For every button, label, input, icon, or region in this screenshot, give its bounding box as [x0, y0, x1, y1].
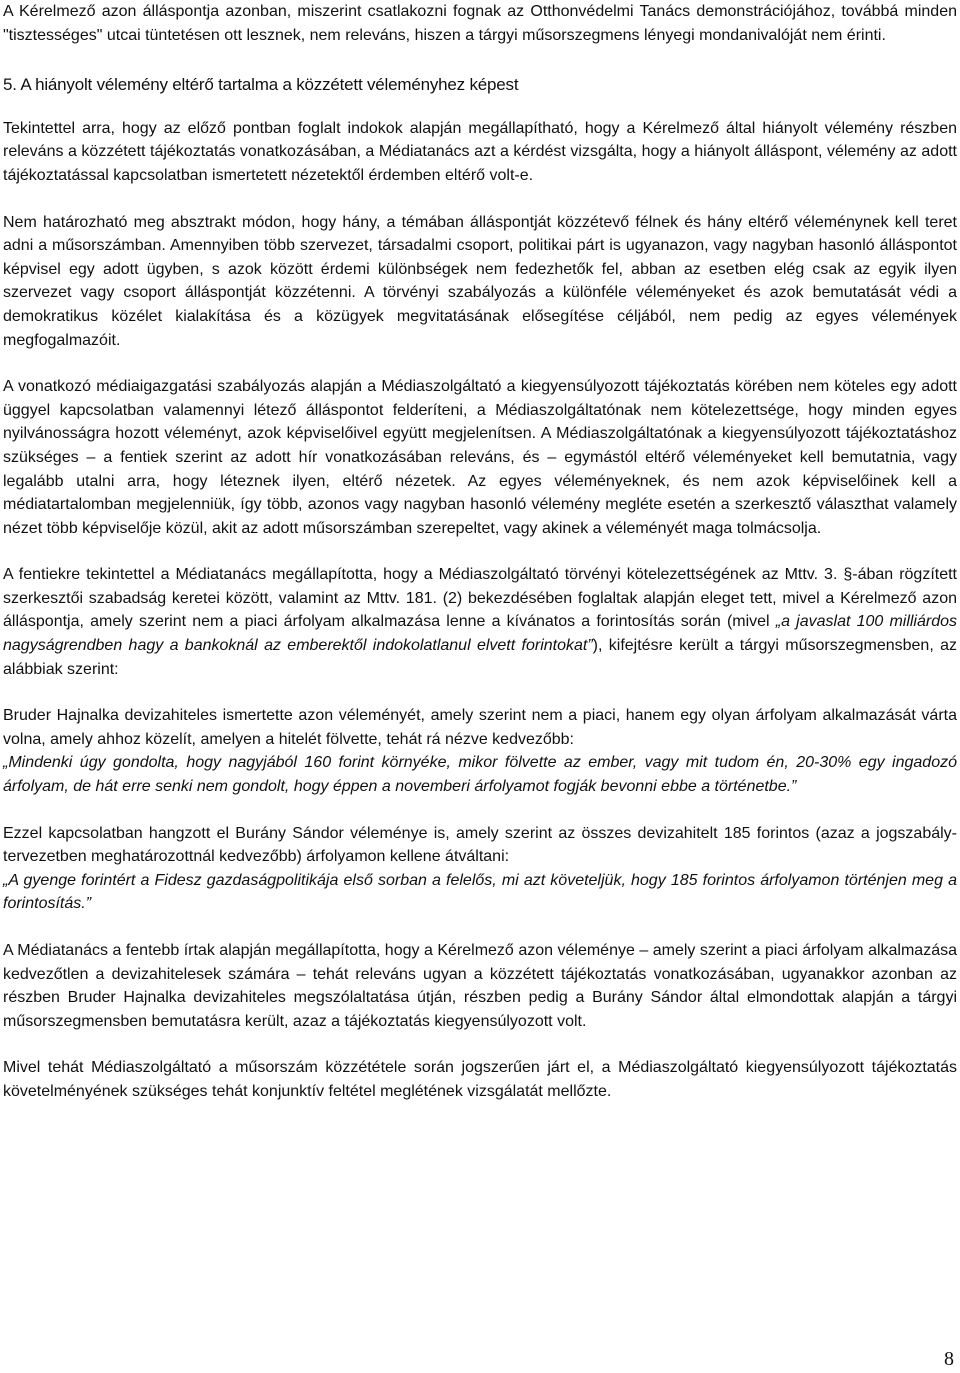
spacer — [3, 916, 957, 939]
page-number: 8 — [944, 1348, 954, 1370]
paragraph-4-text-a: A fentiekre tekintettel a Médiatanács megállapította, hogy a Médiaszolgáltató törvényi kötelezettségének az Mttv. 3. §-ában rögzített szerkesztői szabadság keretei között, valamint az Mttv. 181. (2) bekezdésében foglaltak alapján eleget tett, mivel a Kérelmező azon álláspontja, amely szerint nem a piaci árfolyam alkalmazása lenne a kívánatos a forintosítás során (mivel — [3, 566, 957, 631]
spacer — [3, 97, 957, 117]
paragraph-8: Mivel tehát Médiaszolgáltató a műsorszám közzététele során jogszerűen járt el, a Médiaszolgáltató kiegyensúlyozott tájékoztatás követelményének szükséges tehát konjunktív feltétel meglétének vizsgálatát mellőzte. — [3, 1059, 957, 1100]
paragraph-6: Ezzel kapcsolatban hangzott el Burány Sándor véleménye is, amely szerint az összes devizahitelt 185 forintos (azaz a jogszabály-tervezetben meghatározottnál kedvezőbb) árfolyamon kellene átváltani: — [3, 824, 957, 866]
spacer — [3, 540, 957, 563]
paragraph-3: A vonatkozó médiaigazgatási szabályozás alapján a Médiaszolgáltató a kiegyensúlyozott tájékoztatás körében nem köteles egy adott üggyel kapcsolatban valamennyi létező álláspontot felderíteni, a Médiaszolgáltatónak nem kötelezettsége, hogy minden egyes nyilvánosságra hozott véleményt, azok képviselőivel együtt megjelenítsen. A Médiaszolgáltatónak a kiegyensúlyozott tájékoztatáshoz szükséges – a fentiek szerint az adott hír vonatkozásában releváns, és – egymástól eltérő véleményeket kell bemutatnia, vagy legalább utalni arra, hogy léteznek ilyen, eltérő nézetek. Az egyes véleményeknek, és nem azok képviselőinek kell a médiatartalomban megjelenniük, így több, azonos vagy nagyban hasonló vélemény megléte esetén a szerkesztő választhat valamely nézet több képviselője közül, akit az adott műsorszámban szerepeltet, vagy akinek a véleményét maga tolmácsolja. — [3, 378, 957, 537]
quote-bruder: „Mindenki úgy gondolta, hogy nagyjából 160 forint környéke, mikor fölvette az ember, vagy mit tudom én, 20-30% egy ingadozó árfolyam, de hát erre senki nem gondolt, hogy éppen a novemberi árfolyamot fogják bevonni ebbe a történetbe.” — [3, 754, 957, 796]
paragraph-4-quote: „a javaslat 100 milliárdos nagyságrendben hagy a bankoknál az emberektől indokolatlanul elvett forintokat” — [3, 613, 958, 655]
spacer — [3, 47, 957, 73]
spacer — [3, 188, 957, 211]
paragraph-intro: A Kérelmező azon álláspontja azonban, miszerint csatlakozni fognak az Otthonvédelmi Tanács demonstrációjához, továbbá minden "tisztességes" utcai tüntetésen ott lesznek, nem releváns, hiszen a tárgyi műsorszegmens lényegi mondanivalóját nem érinti. — [3, 3, 957, 44]
spacer — [3, 799, 957, 822]
paragraph-7: A Médiatanács a fentebb írtak alapján megállapította, hogy a Kérelmező azon véleménye – amely szerint a piaci árfolyam alkalmazása kedvezőtlen a devizahitelesek számára – tehát releváns ugyan a közzétett tájékoztatás vonatkozásában, ugyanakkor azonban az részben Bruder Hajnalka devizahiteles megszólaltatása útján, részben pedig a Burány Sándor által elmondottak alapján a tárgyi műsorszegmensben bemutatásra került, azaz a tájékoztatás kiegyensúlyozott volt. — [3, 942, 957, 1030]
quote-burany: „A gyenge forintért a Fidesz gazdaságpolitikája első sorban a felelős, mi azt követeljük, hogy 185 forintos árfolyamon történjen meg a forintosítás.” — [3, 871, 957, 913]
spacer — [3, 1033, 957, 1056]
section-heading: 5. A hiányolt vélemény eltérő tartalma a közzétett véleményhez képest — [3, 75, 519, 95]
paragraph-5: Bruder Hajnalka devizahiteles ismertette azon véleményét, amely szerint nem a piaci, hanem egy olyan árfolyam alkalmazását várta volna, amely ahhoz közelít, amelyen a hitelét fölvette, tehát rá nézve kedvezőbb: — [3, 707, 957, 748]
paragraph-2: Nem határozható meg absztrakt módon, hogy hány, a témában álláspontját közzétevő félnek és hány eltérő véleménynek kell teret adni a műsorszámban. Amennyiben több szervezet, társadalmi csoport, politikai párt is ugyanazon, vagy nagyban hasonló álláspontot képvisel egy adott ügyben, s azok között érdemi különbségek nem fedezhetők fel, abban az esetben elég csak az egyik ilyen szervezet vagy csoport álláspontját közzétenni. A törvényi szabályozás a különféle véleményeket és azok bemutatását védi a demokratikus közélet kialakítása és a közügyek megvitatásának elősegítése céljából, nem pedig az egyes vélemények megfogalmazóit. — [3, 213, 957, 349]
paragraph-4-text-b: ), kifejtésre került a tárgyi műsorszegmensben, az alábbiak szerint: — [3, 637, 958, 678]
spacer — [3, 352, 957, 375]
paragraph-1: Tekintettel arra, hogy az előző pontban foglalt indokok alapján megállapítható, hogy a Kérelmező által hiányolt vélemény részben releváns a közzétett tájékoztatás vonatkozásában, a Médiatanács azt a kérdést vizsgálta, hogy a hiányolt álláspont, vélemény az adott tájékoztatással kapcsolatban ismertetett nézetektől érdemben eltérő volt-e. — [3, 119, 957, 184]
spacer — [3, 681, 957, 704]
paragraph-4 — [3, 563, 957, 681]
